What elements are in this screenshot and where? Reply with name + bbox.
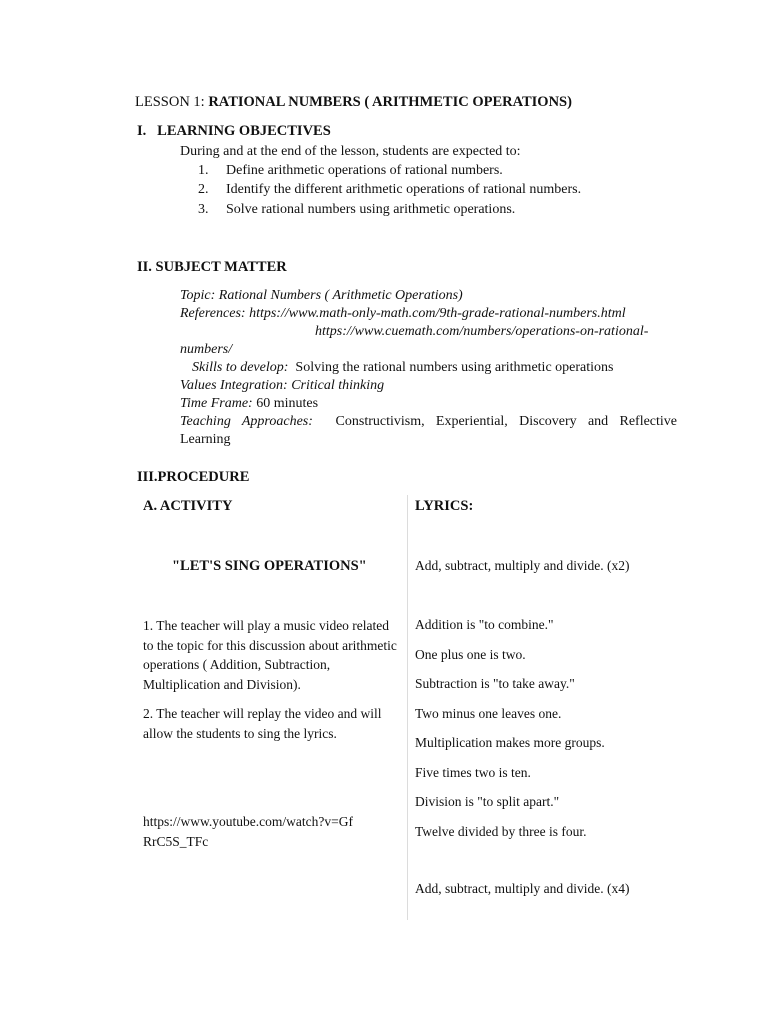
- objective-number: 1.: [198, 163, 209, 178]
- objectives-intro: During and at the end of the lesson, students are expected to:: [180, 144, 521, 159]
- objectives-heading: I. LEARNING OBJECTIVES: [137, 123, 331, 139]
- lesson-topic: RATIONAL NUMBERS ( ARITHMETIC OPERATIONS): [208, 94, 572, 110]
- objective-text: Define arithmetic operations of rational numbers.: [226, 163, 503, 178]
- time-label: Time Frame:: [180, 396, 253, 411]
- approach-value: Constructivism, Experiential, Discovery and Reflective: [335, 414, 678, 429]
- procedure-heading: III.PROCEDURE: [137, 469, 250, 485]
- approach-value-continued: Learning: [180, 432, 231, 447]
- subject-heading: II. SUBJECT MATTER: [137, 259, 287, 275]
- skills-value: Solving the rational numbers using arithmetic operations: [295, 360, 614, 375]
- lyric-line: Add, subtract, multiply and divide. (x2): [415, 558, 630, 573]
- lyric-line: Twelve divided by three is four.: [415, 824, 587, 839]
- lyric-line: One plus one is two.: [415, 647, 526, 662]
- lyric-line: Five times two is ten.: [415, 765, 531, 780]
- song-title: "LET'S SING OPERATIONS": [172, 558, 367, 574]
- activity-step-1: 1. The teacher will play a music video related to the topic for this discussion about arithmetic operations ( Addition, Subtraction, Multiplication and Division).: [143, 618, 397, 692]
- lesson-title: [135, 94, 572, 111]
- approach-label: Teaching Approaches:: [180, 414, 313, 429]
- lyric-line: Division is "to split apart.": [415, 794, 560, 809]
- lyric-line: Two minus one leaves one.: [415, 706, 562, 721]
- objective-text: Identify the different arithmetic operations of rational numbers.: [226, 182, 582, 197]
- reference-link-continued[interactable]: numbers/: [180, 342, 233, 357]
- column-divider: [407, 495, 408, 920]
- subject-approaches: [180, 414, 677, 430]
- objective-number: 2.: [198, 182, 209, 197]
- objective-text: Solve rational numbers using arithmetic operations.: [226, 202, 516, 217]
- lyrics-heading: LYRICS:: [415, 498, 474, 514]
- lesson-prefix: LESSON 1:: [135, 94, 209, 110]
- time-value: 60 minutes: [256, 396, 319, 411]
- reference-link[interactable]: https://www.cuemath.com/numbers/operations-on-rational-: [315, 324, 649, 339]
- reference-link[interactable]: https://www.math-only-math.com/9th-grade-rational-numbers.html: [249, 306, 626, 321]
- subject-skills: [192, 360, 613, 376]
- subject-time-frame: [180, 396, 318, 412]
- subject-values: Values Integration: Critical thinking: [180, 378, 385, 393]
- lyric-line: Subtraction is "to take away.": [415, 676, 575, 691]
- subject-references: [180, 306, 626, 322]
- video-link[interactable]: https://www.youtube.com/watch?v=GfRrC5S_TFc: [143, 814, 353, 849]
- lyric-line: Addition is "to combine.": [415, 617, 554, 632]
- lyric-line: Add, subtract, multiply and divide. (x4): [415, 881, 630, 896]
- skills-label: Skills to develop:: [192, 360, 289, 375]
- activity-step-2: 2. The teacher will replay the video and will allow the students to sing the lyrics.: [143, 706, 382, 741]
- references-label: References:: [180, 306, 250, 321]
- objective-number: 3.: [198, 202, 209, 217]
- subject-topic: Topic: Rational Numbers ( Arithmetic Operations): [180, 288, 463, 303]
- activity-heading: A. ACTIVITY: [143, 498, 233, 514]
- lyric-line: Multiplication makes more groups.: [415, 735, 605, 750]
